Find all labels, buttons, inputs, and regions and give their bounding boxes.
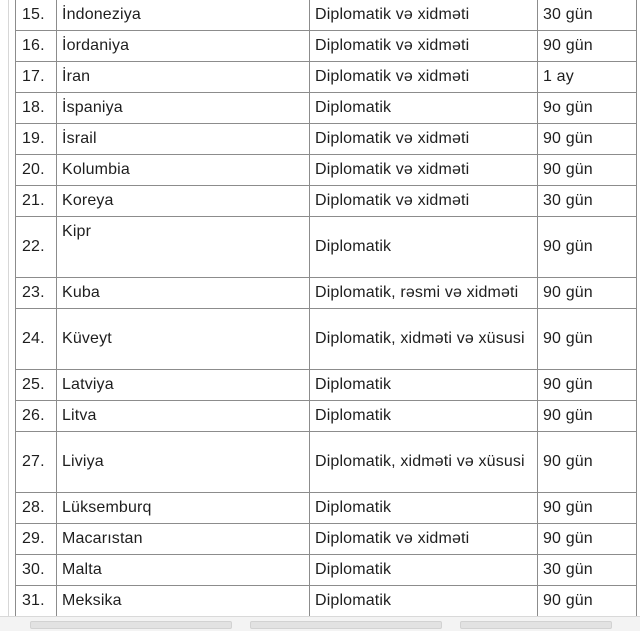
stay-duration: 90 gün (538, 155, 637, 186)
row-number: 23. (16, 278, 57, 309)
passport-type: Diplomatik (310, 370, 538, 401)
passport-type: Diplomatik, xidməti və xüsusi (310, 309, 538, 370)
country-name: Lüksemburq (57, 493, 310, 524)
passport-type: Diplomatik və xidməti (310, 31, 538, 62)
table-row (16, 555, 637, 586)
passport-type: Diplomatik (310, 555, 538, 586)
passport-type: Diplomatik və xidməti (310, 62, 538, 93)
country-name: Küveyt (57, 309, 310, 370)
passport-type: Diplomatik (310, 401, 538, 432)
table-row (16, 432, 637, 493)
country-name: Malta (57, 555, 310, 586)
country-name: İsrail (57, 124, 310, 155)
stay-duration: 90 gün (538, 124, 637, 155)
stay-duration: 90 gün (538, 31, 637, 62)
passport-type: Diplomatik və xidməti (310, 0, 538, 31)
table-row (16, 278, 637, 309)
row-number: 16. (16, 31, 57, 62)
scrollbar-track-segment (250, 621, 442, 629)
table-row (16, 62, 637, 93)
row-number: 18. (16, 93, 57, 124)
passport-type: Diplomatik (310, 586, 538, 617)
scrollbar-track-segment (460, 621, 612, 629)
row-number: 20. (16, 155, 57, 186)
country-name: Liviya (57, 432, 310, 493)
passport-type: Diplomatik (310, 93, 538, 124)
table-row (16, 217, 637, 278)
country-name: Kuba (57, 278, 310, 309)
country-name: Macarıstan (57, 524, 310, 555)
passport-type: Diplomatik, rəsmi və xidməti (310, 278, 538, 309)
table-row (16, 524, 637, 555)
row-number: 25. (16, 370, 57, 401)
passport-type: Diplomatik və xidməti (310, 524, 538, 555)
row-number: 22. (16, 217, 57, 278)
horizontal-scrollbar[interactable] (0, 616, 640, 631)
country-name: İordaniya (57, 31, 310, 62)
stay-duration: 90 gün (538, 586, 637, 617)
stay-duration: 90 gün (538, 493, 637, 524)
row-number: 31. (16, 586, 57, 617)
country-name: Koreya (57, 186, 310, 217)
stay-duration: 90 gün (538, 524, 637, 555)
scrollbar-thumb[interactable] (30, 621, 232, 629)
passport-type: Diplomatik və xidməti (310, 186, 538, 217)
stay-duration: 90 gün (538, 370, 637, 401)
passport-type: Diplomatik (310, 217, 538, 278)
table-row (16, 186, 637, 217)
country-name: İran (57, 62, 310, 93)
passport-type: Diplomatik, xidməti və xüsusi (310, 432, 538, 493)
table-row (16, 586, 637, 617)
row-number: 24. (16, 309, 57, 370)
table-row (16, 124, 637, 155)
stay-duration: 30 gün (538, 555, 637, 586)
passport-type: Diplomatik və xidməti (310, 124, 538, 155)
row-number: 29. (16, 524, 57, 555)
country-name: Kolumbia (57, 155, 310, 186)
table-row (16, 93, 637, 124)
stay-duration: 90 gün (538, 309, 637, 370)
country-name: İndoneziya (57, 0, 310, 31)
passport-type: Diplomatik (310, 493, 538, 524)
row-number: 27. (16, 432, 57, 493)
country-name: Latviya (57, 370, 310, 401)
table-row (16, 401, 637, 432)
row-number: 21. (16, 186, 57, 217)
row-number: 28. (16, 493, 57, 524)
table-row (16, 0, 637, 31)
stay-duration: 30 gün (538, 0, 637, 31)
table-row (16, 155, 637, 186)
table-row (16, 370, 637, 401)
page-gutter-line (8, 0, 9, 616)
stay-duration: 90 gün (538, 401, 637, 432)
stay-duration: 1 ay (538, 62, 637, 93)
passport-type: Diplomatik və xidməti (310, 155, 538, 186)
table-row (16, 309, 637, 370)
country-name: Kipr (57, 217, 310, 278)
visa-regime-table (15, 0, 637, 617)
country-name: Meksika (57, 586, 310, 617)
table-row (16, 31, 637, 62)
stay-duration: 90 gün (538, 278, 637, 309)
row-number: 17. (16, 62, 57, 93)
row-number: 30. (16, 555, 57, 586)
row-number: 26. (16, 401, 57, 432)
stay-duration: 9o gün (538, 93, 637, 124)
stay-duration: 30 gün (538, 186, 637, 217)
stay-duration: 90 gün (538, 432, 637, 493)
row-number: 15. (16, 0, 57, 31)
table-row (16, 493, 637, 524)
country-name: Litva (57, 401, 310, 432)
row-number: 19. (16, 124, 57, 155)
stay-duration: 90 gün (538, 217, 637, 278)
country-name: İspaniya (57, 93, 310, 124)
